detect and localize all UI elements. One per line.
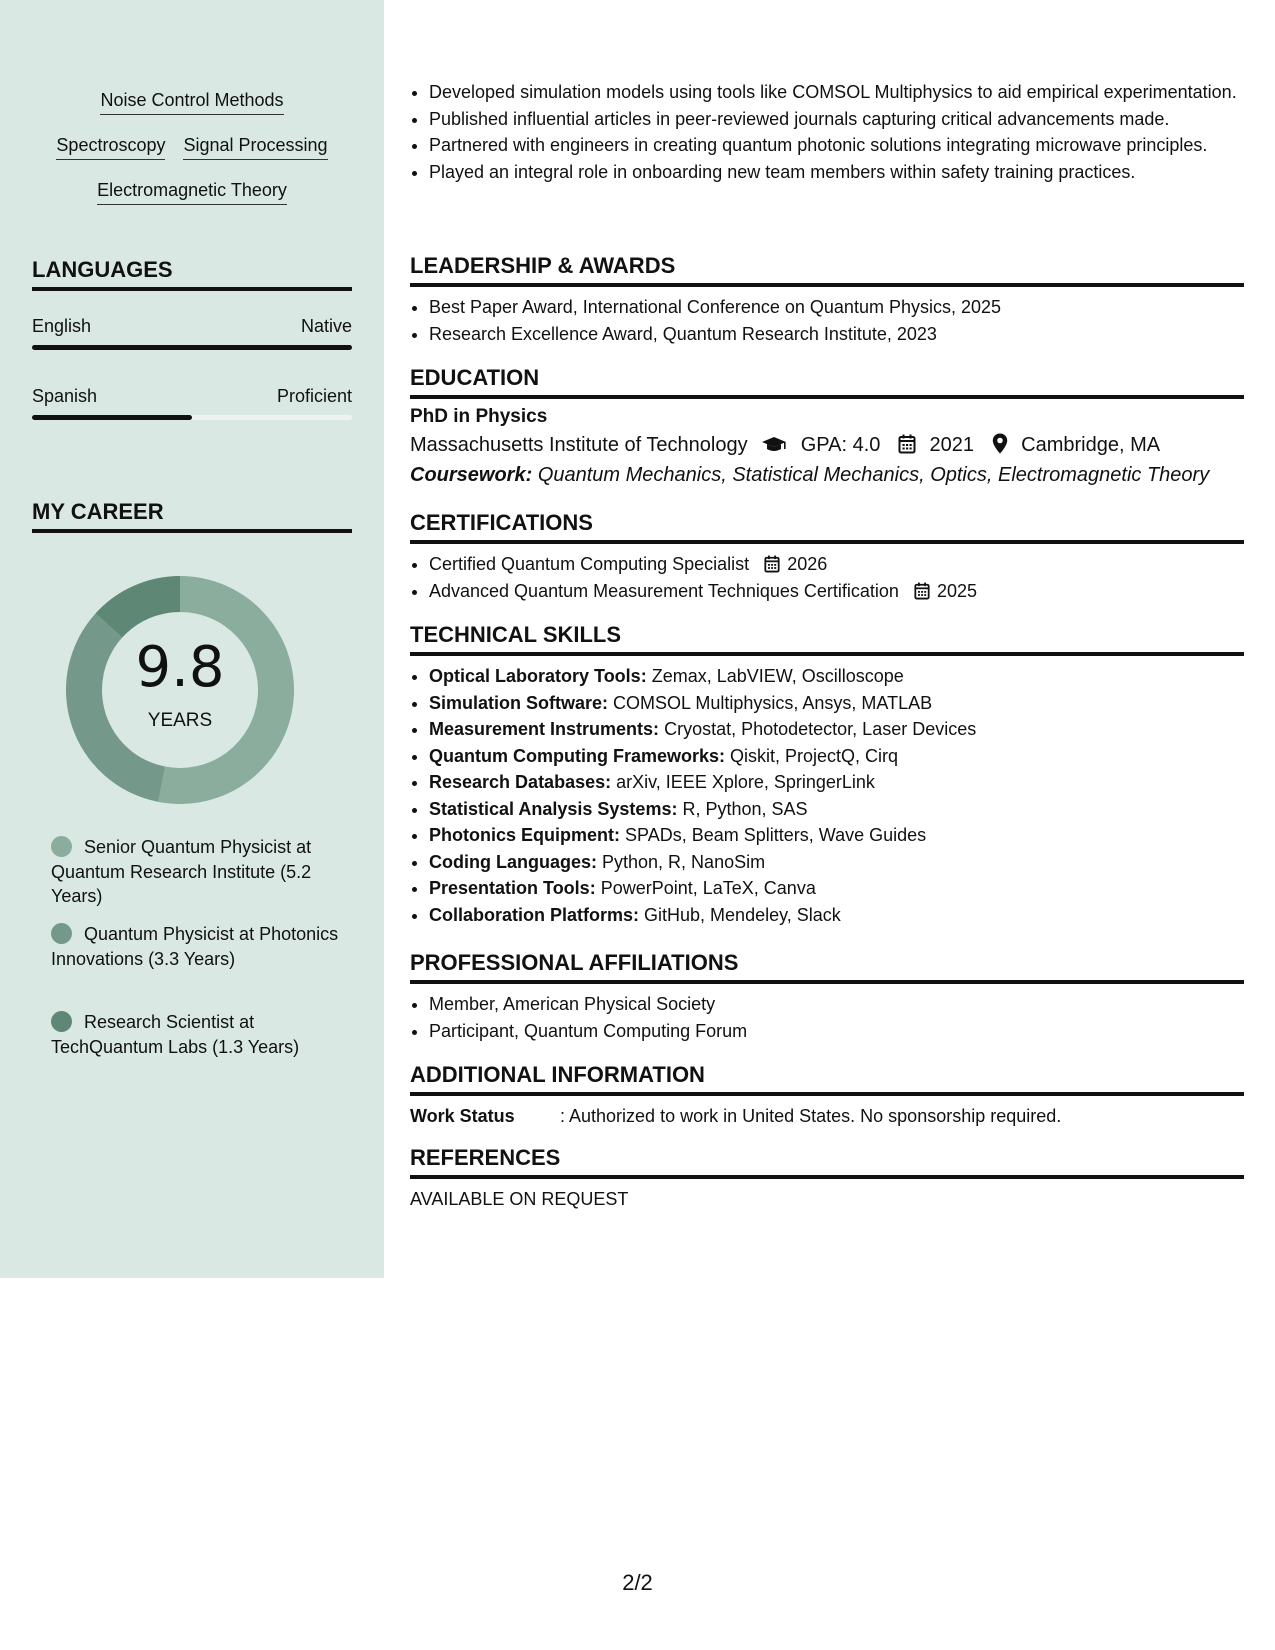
language-name: Spanish: [32, 386, 98, 406]
language-level: Proficient: [276, 386, 352, 406]
career-item: [51, 922, 341, 971]
skill-row: [32, 134, 352, 160]
calendar-icon: [898, 434, 916, 454]
section-heading: TECHNICAL SKILLS: [410, 622, 1244, 656]
language-row: [32, 385, 352, 407]
skill-value: Qiskit, ProjectQ, Cirq: [730, 745, 899, 766]
section-heading: CERTIFICATIONS: [410, 510, 1244, 544]
skill-label: Research Databases:: [429, 772, 612, 792]
skill-tag: Spectroscopy: [56, 134, 165, 160]
list-item: [429, 876, 1244, 901]
skill-label: Simulation Software:: [429, 692, 609, 713]
coursework-label: Coursework:: [410, 464, 533, 486]
career-text: Research Scientist at TechQuantum Labs (1.3 Years): [51, 1012, 300, 1057]
list-item: [429, 717, 1244, 742]
school-location: Cambridge, MA: [1021, 434, 1161, 456]
language-bar: [32, 415, 352, 420]
skill-value: R, Python, SAS: [682, 798, 808, 819]
certification-name: Certified Quantum Computing Specialist: [429, 554, 750, 574]
legend-dot-icon: [51, 923, 72, 944]
list-item: [429, 850, 1244, 875]
list-item: [429, 823, 1244, 848]
list-item: [429, 744, 1244, 769]
school-name: Massachusetts Institute of Technology: [410, 434, 748, 456]
list-item: [429, 552, 1244, 577]
experience-list: [410, 80, 1244, 184]
skill-tag: Noise Control Methods: [100, 89, 283, 115]
skill-label: Presentation Tools:: [429, 878, 596, 898]
skill-value: GitHub, Mendeley, Slack: [644, 904, 841, 925]
certification-year: 2025: [936, 580, 978, 601]
leadership-section: [410, 253, 1244, 348]
language-level: Native: [300, 316, 352, 336]
skill-label: Coding Languages:: [429, 851, 597, 872]
technical-skills-list: [410, 664, 1244, 927]
technical-skills-section: [410, 622, 1244, 929]
list-item: • Best Paper Award, International Conference on Quantum Physics, 2025: [429, 295, 1244, 320]
list-item: [429, 691, 1244, 716]
career-text: Quantum Physicist at Photonics Innovations (3.3 Years): [51, 924, 339, 969]
skill-label: Quantum Computing Frameworks:: [429, 745, 726, 766]
section-heading: PROFESSIONAL AFFILIATIONS: [410, 950, 1244, 984]
skill-value: PowerPoint, LaTeX, Canva: [600, 878, 816, 898]
affiliations-section: [410, 950, 1244, 1045]
skill-value: SPADs, Beam Splitters, Wave Guides: [625, 825, 927, 845]
skill-value: arXiv, IEEE Xplore, SpringerLink: [616, 772, 875, 792]
list-item: • Published influential articles in peer-reviewed journals capturing critical advancements made.: [429, 107, 1244, 132]
skill-label: Photonics Equipment:: [429, 825, 620, 845]
skill-label: Measurement Instruments:: [429, 719, 660, 739]
graduation-year: 2021: [929, 434, 975, 456]
career-total-unit: YEARS: [147, 710, 213, 731]
references-text: AVAILABLE ON REQUEST: [410, 1189, 629, 1209]
calendar-icon: [764, 555, 780, 573]
page-number: 2/2: [622, 1570, 653, 1595]
experience-section: [410, 80, 1244, 186]
career-donut-chart: [66, 576, 294, 804]
section-heading: ADDITIONAL INFORMATION: [410, 1062, 1244, 1096]
leadership-list: [410, 295, 1244, 346]
references-section: [410, 1145, 1244, 1211]
location-pin-icon: [992, 433, 1008, 454]
list-item: • Participant, Quantum Computing Forum: [429, 1019, 1244, 1044]
section-heading: LEADERSHIP & AWARDS: [410, 253, 1244, 287]
education-details: [410, 432, 1244, 458]
language-name: English: [32, 316, 92, 336]
language-bar-fill: [32, 345, 352, 350]
skill-tag: Signal Processing: [183, 134, 327, 160]
legend-dot-icon: [51, 836, 72, 857]
certifications-section: [410, 510, 1244, 605]
calendar-icon: [914, 582, 930, 600]
skill-value: COMSOL Multiphysics, Ansys, MATLAB: [613, 692, 933, 713]
list-item: • Member, American Physical Society: [429, 992, 1244, 1017]
skill-row: [32, 89, 352, 115]
list-item: • Played an integral role in onboarding new team members within safety training practices.: [429, 160, 1244, 185]
languages-heading: LANGUAGES: [32, 257, 352, 291]
coursework-list: Quantum Mechanics, Statistical Mechanics, Optics, Electromagnetic Theory: [537, 464, 1210, 486]
skill-label: Optical Laboratory Tools:: [429, 666, 647, 686]
additional-info-section: [410, 1062, 1244, 1128]
gpa: GPA: 4.0: [800, 434, 881, 456]
work-status-label: Work Status: [410, 1106, 515, 1126]
career-text: Senior Quantum Physicist at Quantum Research Institute (5.2 Years): [51, 837, 312, 906]
list-item: • Partnered with engineers in creating quantum photonic solutions integrating microwave principles.: [429, 133, 1244, 158]
career-total-value: 9.8: [135, 635, 225, 700]
skill-value: Cryostat, Photodetector, Laser Devices: [664, 719, 977, 739]
skill-tag: Electromagnetic Theory: [97, 179, 287, 205]
career-item: [51, 835, 341, 909]
sidebar: [0, 0, 384, 1278]
skill-label: Statistical Analysis Systems:: [429, 798, 678, 819]
list-item: [429, 664, 1244, 689]
education-section: [410, 365, 1244, 488]
section-heading: REFERENCES: [410, 1145, 1244, 1179]
language-row: [32, 315, 352, 337]
list-item: [429, 770, 1244, 795]
list-item: [429, 797, 1244, 822]
list-item: • Developed simulation models using tools like COMSOL Multiphysics to aid empirical experimentation.: [429, 80, 1244, 105]
section-heading: EDUCATION: [410, 365, 1244, 399]
skill-row: [32, 179, 352, 205]
degree: PhD in Physics: [410, 406, 548, 427]
language-bar: [32, 345, 352, 350]
graduation-cap-icon: [761, 436, 787, 454]
skill-value: Python, R, NanoSim: [602, 851, 766, 872]
certifications-list: [410, 552, 1244, 603]
list-item: [429, 903, 1244, 928]
coursework: [410, 462, 1244, 488]
affiliations-list: [410, 992, 1244, 1043]
donut-center: [66, 576, 294, 804]
career-item: [51, 1010, 341, 1059]
legend-dot-icon: [51, 1011, 72, 1032]
list-item: • Research Excellence Award, Quantum Research Institute, 2023: [429, 322, 1244, 347]
work-status-value: : Authorized to work in United States. No sponsorship required.: [560, 1106, 1062, 1126]
certification-year: 2026: [787, 554, 828, 574]
language-bar-fill: [32, 415, 192, 420]
certification-name: Advanced Quantum Measurement Techniques Certification: [429, 580, 899, 601]
skill-label: Collaboration Platforms:: [429, 904, 640, 925]
skill-value: Zemax, LabVIEW, Oscilloscope: [651, 666, 904, 686]
list-item: [429, 579, 1244, 604]
career-heading: MY CAREER: [32, 499, 352, 533]
work-status-row: [410, 1104, 1244, 1128]
